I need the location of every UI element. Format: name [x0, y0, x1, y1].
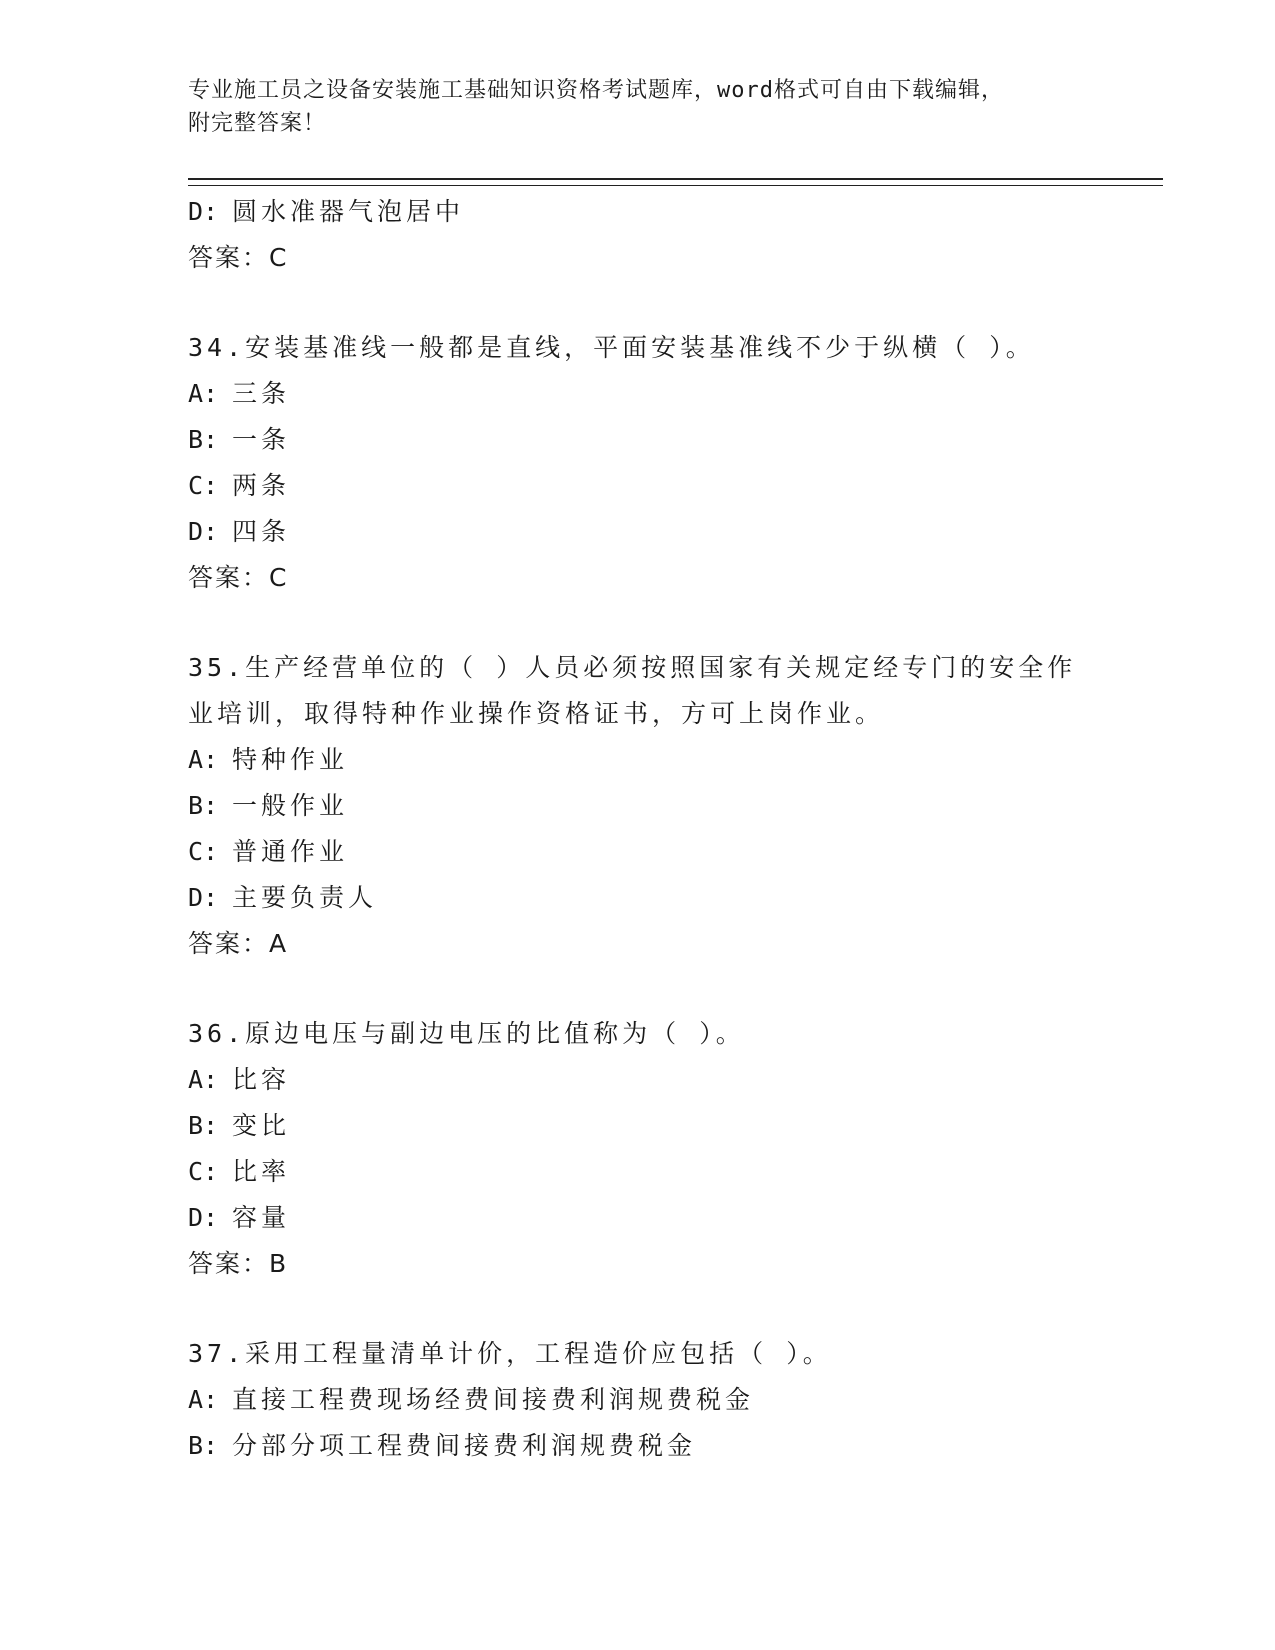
option-b: [188, 1103, 1163, 1149]
option-c: [188, 463, 1163, 509]
option-letter: A:: [188, 1385, 219, 1414]
question-list: [188, 189, 1163, 1469]
option-letter: D:: [188, 883, 219, 912]
option-text: 容量: [232, 1203, 291, 1232]
question-34: [188, 325, 1163, 601]
option-letter: A:: [188, 745, 219, 774]
option-d: [188, 189, 1163, 235]
option-d: [188, 509, 1163, 555]
question-36: [188, 1011, 1163, 1287]
option-letter: C:: [188, 471, 219, 500]
question-stem-continued: 业培训，取得特种作业操作资格证书，方可上岗作业。: [188, 699, 885, 728]
option-d: [188, 1195, 1163, 1241]
option-letter: B:: [188, 791, 219, 820]
option-a: [188, 371, 1163, 417]
option-text: 三条: [232, 379, 291, 408]
option-c: [188, 1149, 1163, 1195]
option-text: 分部分项工程费间接费利润规费税金: [232, 1431, 697, 1460]
option-text: 两条: [232, 471, 291, 500]
option-text: 变比: [232, 1111, 291, 1140]
option-text: 主要负责人: [232, 883, 378, 912]
question-stem: 35.生产经营单位的（ ）人员必须按照国家有关规定经专门的安全作: [188, 653, 1077, 682]
option-letter: D:: [188, 517, 219, 546]
option-text: 比率: [232, 1157, 291, 1186]
option-text: 特种作业: [232, 745, 349, 774]
option-letter: A:: [188, 379, 219, 408]
option-letter: B:: [188, 1431, 219, 1460]
option-letter: A:: [188, 1065, 219, 1094]
option-text: 普通作业: [232, 837, 349, 866]
header-line-2: 附完整答案！: [188, 111, 327, 136]
option-text: 直接工程费现场经费间接费利润规费税金: [232, 1385, 755, 1414]
option-letter: C:: [188, 837, 219, 866]
option-b: [188, 783, 1163, 829]
option-letter: D:: [188, 197, 219, 226]
answer-line: 答案：B: [188, 1249, 289, 1278]
answer-line: 答案：C: [188, 243, 289, 272]
option-letter: C:: [188, 1157, 219, 1186]
question-stem: 36.原边电压与副边电压的比值称为（ ）。: [188, 1019, 745, 1048]
option-letter: B:: [188, 1111, 219, 1140]
answer-line: 答案：C: [188, 563, 289, 592]
question-stem: 34.安装基准线一般都是直线，平面安装基准线不少于纵横（ ）。: [188, 333, 1035, 362]
option-text: 四条: [232, 517, 291, 546]
header-divider: [188, 178, 1163, 186]
answer-line: 答案：A: [188, 929, 289, 958]
option-d: [188, 875, 1163, 921]
option-text: 一条: [232, 425, 291, 454]
option-text: 一般作业: [232, 791, 349, 820]
option-a: [188, 1377, 1163, 1423]
question-37: [188, 1331, 1163, 1469]
option-b: [188, 417, 1163, 463]
option-letter: D:: [188, 1203, 219, 1232]
option-text: 圆水准器气泡居中: [232, 197, 465, 226]
question-35: [188, 645, 1163, 967]
option-b: [188, 1423, 1163, 1469]
question-stem: 37.采用工程量清单计价，工程造价应包括（ ）。: [188, 1339, 832, 1368]
header-line-1: 专业施工员之设备安装施工基础知识资格考试题库，word格式可自由下载编辑，: [188, 78, 1004, 103]
document-header: [188, 74, 1048, 140]
option-a: [188, 737, 1163, 783]
option-a: [188, 1057, 1163, 1103]
option-letter: B:: [188, 425, 219, 454]
option-text: 比容: [232, 1065, 291, 1094]
option-c: [188, 829, 1163, 875]
